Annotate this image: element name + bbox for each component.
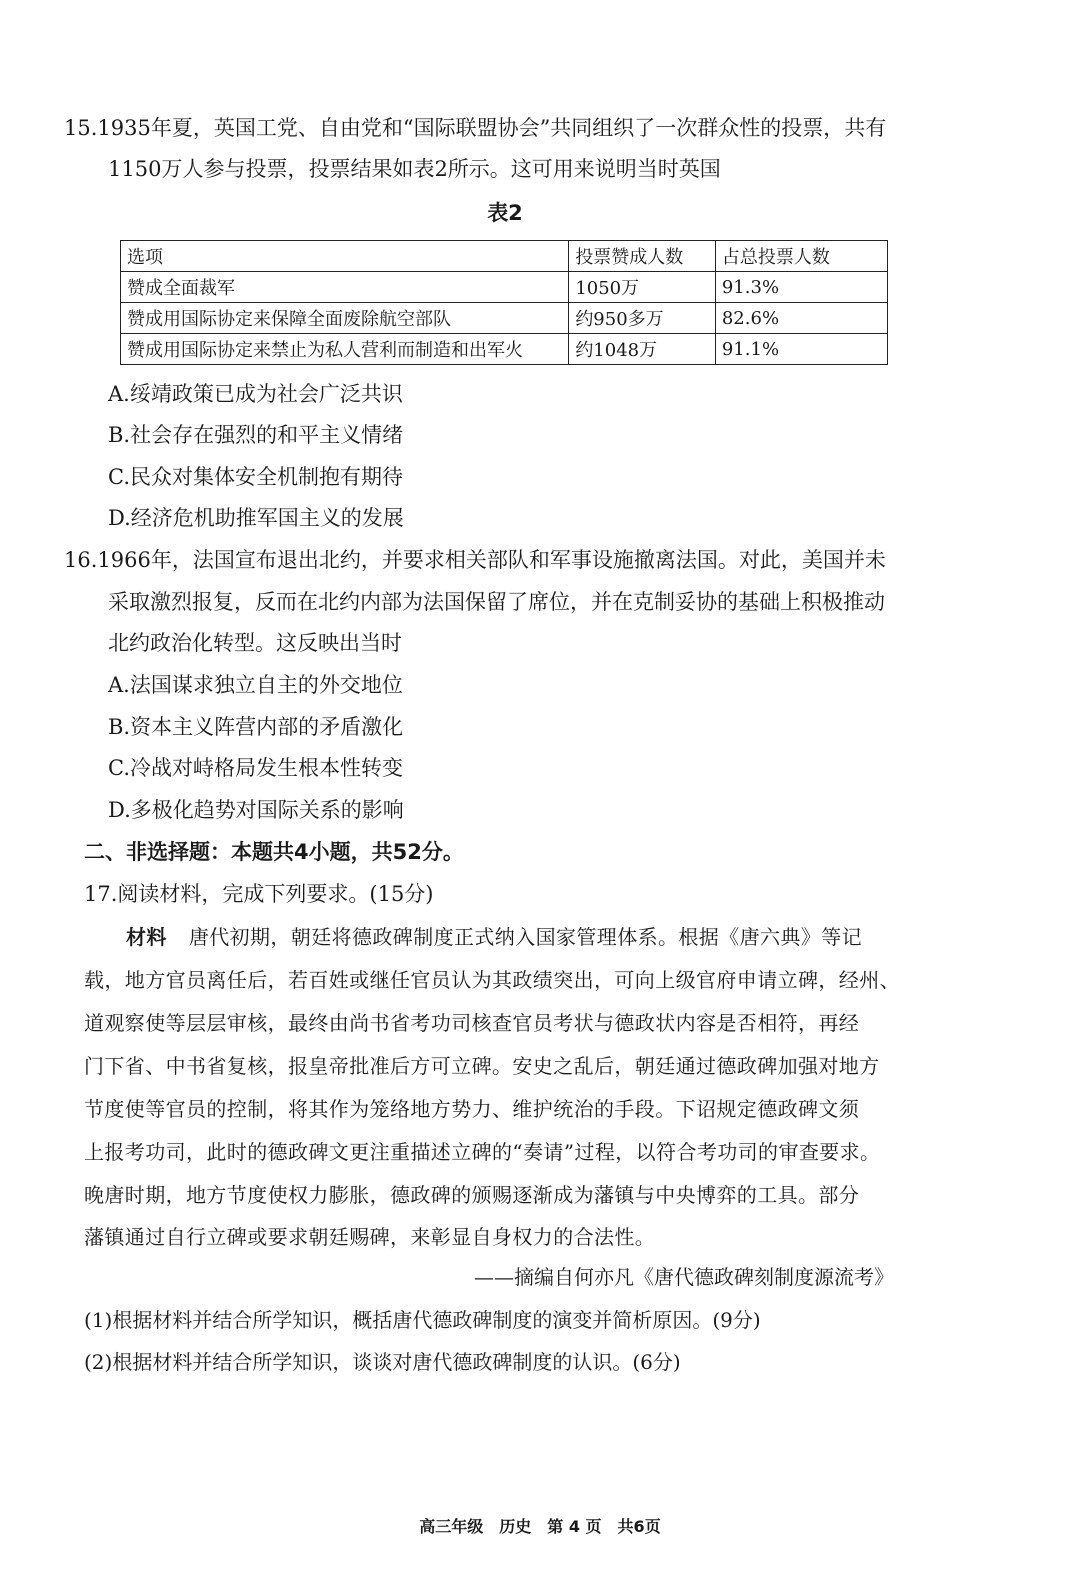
material-line: 门下省、中书省复核，报皇帝批准后方可立碑。安史之乱后，朝廷通过德政碑加强对地方 — [84, 1054, 880, 1078]
table-row — [121, 303, 888, 334]
q15-option-a: A.绥靖政策已成为社会广泛共识 — [108, 382, 403, 406]
table-cell: 赞成用国际协定来保障全面废除航空部队 — [121, 303, 569, 334]
table-caption: 表2 — [487, 201, 523, 225]
table-cell: 1050万 — [569, 272, 716, 303]
material-line: 载，地方官员离任后，若百姓或继任官员认为其政绩突出，可向上级官府申请立碑，经州、 — [84, 968, 900, 992]
material-label: 材料 — [126, 925, 167, 949]
material-line: 上报考功司，此时的德政碑文更注重描述立碑的“奏请”过程，以符合考功司的审查要求。 — [84, 1140, 881, 1164]
material-line — [126, 922, 862, 952]
q17-sub2: (2)根据材料并结合所学知识，谈谈对唐代德政碑制度的认识。(6分) — [84, 1350, 681, 1374]
table-header-cell: 占总投票人数 — [715, 241, 887, 272]
table-cell: 82.6% — [715, 303, 887, 334]
table-cell: 赞成用国际协定来禁止为私人营利而制造和出军火 — [121, 334, 569, 365]
material-source: ——摘编自何亦凡《唐代德政碑刻制度源流考》 — [474, 1265, 894, 1289]
table-cell: 约950多万 — [569, 303, 716, 334]
material-line: 节度使等官员的控制，将其作为笼络地方势力、维护统治的手段。下诏规定德政碑文须 — [84, 1097, 860, 1121]
table-header-row — [121, 241, 888, 272]
table-header-cell: 投票赞成人数 — [569, 241, 716, 272]
page-footer: 高三年级 历史 第 4 页 共6页 — [419, 1517, 661, 1536]
q16-option-c: C.冷战对峙格局发生根本性转变 — [108, 756, 403, 780]
q15-stem-line1: 15.1935年夏，英国工党、自由党和“国际联盟协会”共同组织了一次群众性的投票，共有 — [64, 116, 887, 140]
table-row — [121, 334, 888, 365]
q16-stem-line3: 北约政治化转型。这反映出当时 — [108, 631, 402, 655]
table-row — [121, 272, 888, 303]
table-header-cell: 选项 — [121, 241, 569, 272]
table-cell: 约1048万 — [569, 334, 716, 365]
q15-stem-line2: 1150万人参与投票，投票结果如表2所示。这可用来说明当时英国 — [108, 157, 721, 181]
table-cell: 91.3% — [715, 272, 887, 303]
q15-option-c: C.民众对集体安全机制抱有期待 — [108, 465, 403, 489]
q16-option-d: D.多极化趋势对国际关系的影响 — [108, 798, 404, 822]
material-line: 藩镇通过自行立碑或要求朝廷赐碑，来彰显自身权力的合法性。 — [84, 1225, 656, 1249]
material-text: 唐代初期，朝廷将德政碑制度正式纳入国家管理体系。根据《唐六典》等记 — [188, 925, 863, 949]
q17-sub1: (1)根据材料并结合所学知识，概括唐代德政碑制度的演变并简析原因。(9分) — [84, 1308, 761, 1332]
q16-stem-line1: 16.1966年，法国宣布退出北约，并要求相关部队和军事设施撤离法国。对此，美国并未 — [64, 548, 886, 572]
q15-option-b: B.社会存在强烈的和平主义情绪 — [108, 423, 404, 447]
material-line: 晚唐时期，地方节度使权力膨胀，德政碑的颁赐逐渐成为藩镇与中央博弈的工具。部分 — [84, 1183, 860, 1207]
material-line: 道观察使等层层审核，最终由尚书省考功司核查官员考状与德政状内容是否相符，再经 — [84, 1011, 860, 1035]
q15-option-d: D.经济危机助推军国主义的发展 — [108, 506, 404, 530]
table-cell: 赞成全面裁军 — [121, 272, 569, 303]
q16-option-a: A.法国谋求独立自主的外交地位 — [108, 673, 403, 697]
table-cell: 91.1% — [715, 334, 887, 365]
q16-stem-line2: 采取激烈报复，反而在北约内部为法国保留了席位，并在克制妥协的基础上积极推动 — [108, 590, 885, 614]
section-heading: 二、非选择题：本题共4小题，共52分。 — [84, 840, 464, 864]
q17-title: 17.阅读材料，完成下列要求。(15分) — [84, 882, 434, 906]
vote-table — [120, 240, 888, 365]
q16-option-b: B.资本主义阵营内部的矛盾激化 — [108, 715, 404, 739]
